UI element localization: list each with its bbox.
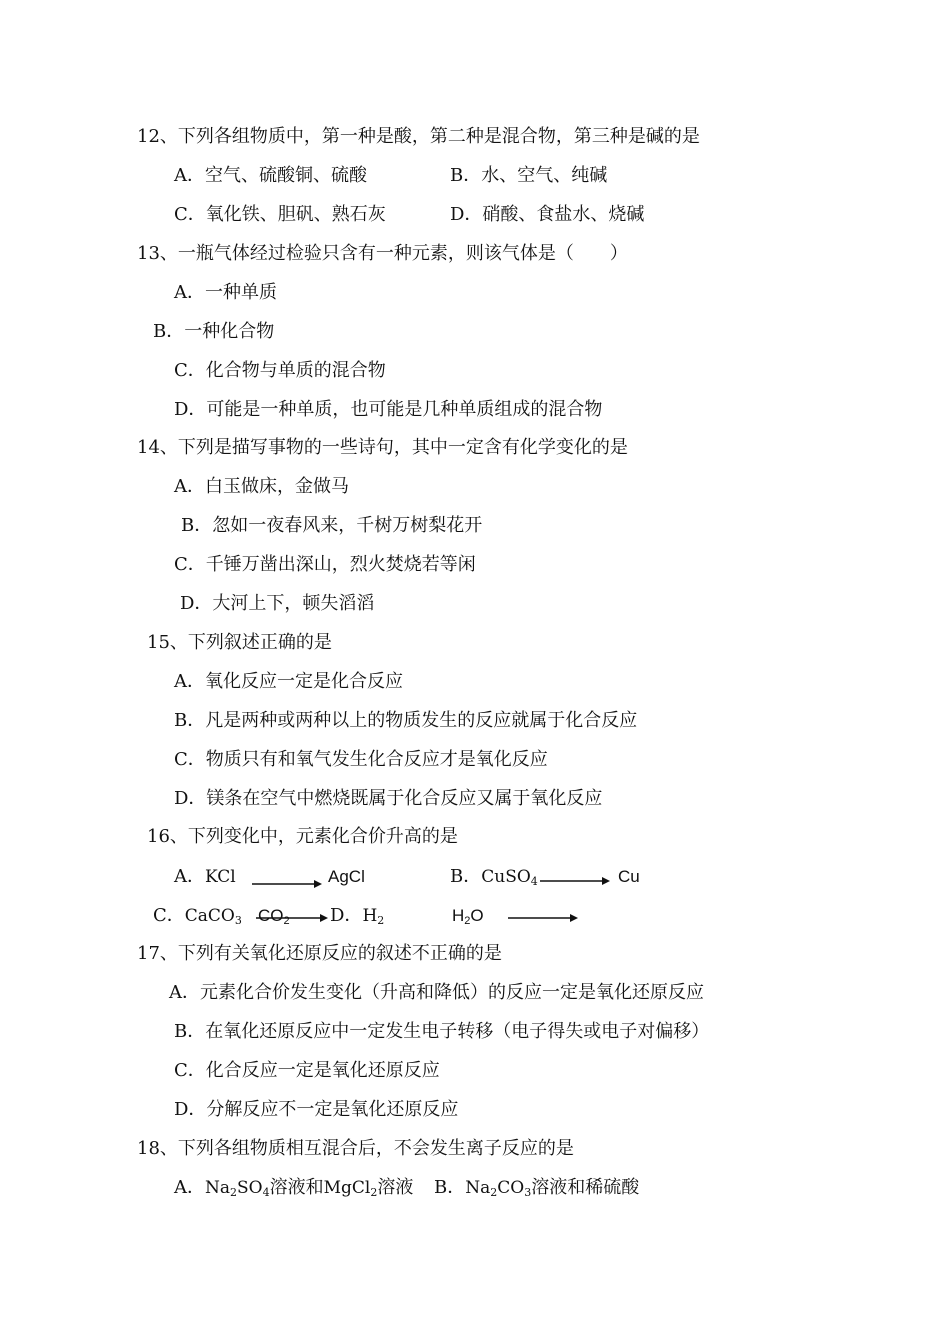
question-12-option-a[interactable]: A．空气、硫酸铜、硫酸 (174, 165, 367, 186)
question-13-option-b[interactable]: B．一种化合物 (153, 321, 275, 342)
formula-part: Na (465, 1178, 491, 1198)
question-12-stem: 12、下列各组物质中，第一种是酸，第二种是混合物，第三种是碱的是 (137, 126, 700, 147)
reactant-formula: KCl (205, 867, 236, 887)
option-label: C． (153, 905, 185, 926)
formula-tail: O (470, 906, 484, 925)
formula-base: CaCO (184, 906, 235, 926)
reactant-formula (481, 867, 538, 887)
question-17-option-b[interactable]: B．在氧化还原反应中一定发生电子转移（电子得失或电子对偏移） (174, 1021, 710, 1042)
formula-base: H (362, 906, 378, 926)
option-text: 溶液和稀硫酸 (531, 1177, 640, 1198)
question-15-option-d[interactable]: D．镁条在空气中燃烧既属于化合反应又属于氧化反应 (174, 788, 603, 809)
question-16-option-b[interactable] (450, 864, 538, 890)
question-15-option-c[interactable]: C．物质只有和氧气发生化合反应才是氧化反应 (174, 749, 548, 770)
product-formula: AgCl (328, 867, 365, 886)
formula-part: MgCl (323, 1178, 371, 1198)
question-12-option-d[interactable]: D．硝酸、食盐水、烧碱 (450, 204, 645, 225)
formula-subscript: 2 (283, 915, 290, 927)
question-17-stem: 17、下列有关氧化还原反应的叙述不正确的是 (137, 943, 502, 964)
option-label: B． (434, 1177, 466, 1198)
question-18-stem: 18、下列各组物质相互混合后，不会发生离子反应的是 (137, 1138, 574, 1159)
question-17-option-a[interactable]: A．元素化合价发生变化（升高和降低）的反应一定是氧化还原反应 (169, 982, 704, 1003)
formula-base: CuSO (481, 867, 531, 887)
option-text: 溶液和 (269, 1177, 324, 1198)
reactant-formula (185, 906, 242, 926)
question-16-stem: 16、下列变化中，元素化合价升高的是 (147, 826, 458, 847)
option-label: B． (450, 866, 482, 887)
formula-subscript: 2 (490, 1186, 498, 1199)
option-text: 溶液 (377, 1177, 414, 1198)
question-13-stem: 13、一瓶气体经过检验只含有一种元素，则该气体是（ ） (137, 243, 628, 264)
question-14-stem: 14、下列是描写事物的一些诗句，其中一定含有化学变化的是 (137, 437, 628, 458)
question-18-option-b[interactable] (434, 1175, 639, 1201)
product-formula: Cu (618, 867, 640, 886)
question-14-option-a[interactable]: A．白玉做床，金做马 (174, 476, 349, 497)
formula-base: H (452, 906, 465, 925)
question-13-option-c[interactable]: C．化合物与单质的混合物 (174, 360, 386, 381)
formula-part: CO (497, 1178, 525, 1198)
reaction-arrow-icon (540, 875, 610, 887)
formula-base: CO (258, 906, 284, 925)
question-12-option-c[interactable]: C．氧化铁、胆矾、熟石灰 (174, 204, 386, 225)
formula-subscript: 2 (377, 914, 385, 927)
question-14-option-b[interactable]: B．忽如一夜春风来，千树万树梨花开 (181, 515, 483, 536)
question-15-stem: 15、下列叙述正确的是 (147, 632, 332, 653)
option-label: A． (174, 866, 205, 887)
question-14-option-c[interactable]: C．千锤万凿出深山，烈火焚烧若等闲 (174, 554, 476, 575)
question-17-option-c[interactable]: C．化合反应一定是氧化还原反应 (174, 1060, 440, 1081)
option-label: D． (330, 905, 363, 926)
reaction-arrow-icon (252, 878, 322, 890)
product-formula (452, 903, 484, 929)
formula-subscript: 2 (464, 915, 471, 927)
formula-part: Na (205, 1178, 231, 1198)
formula-subscript: 3 (524, 1186, 532, 1199)
question-15-option-b[interactable]: B．凡是两种或两种以上的物质发生的反应就属于化合反应 (174, 710, 638, 731)
reactant-formula (362, 906, 384, 926)
question-12-option-b[interactable]: B．水、空气、纯碱 (450, 165, 608, 186)
question-16-option-a[interactable] (174, 864, 236, 890)
question-16-option-d[interactable] (330, 903, 384, 929)
formula-part: SO (237, 1178, 263, 1198)
question-17-option-d[interactable]: D．分解反应不一定是氧化还原反应 (174, 1099, 459, 1120)
question-15-option-a[interactable]: A．氧化反应一定是化合反应 (174, 671, 403, 692)
question-18-option-a[interactable] (174, 1175, 413, 1201)
formula-subscript: 2 (370, 1186, 378, 1199)
question-13-option-d[interactable]: D．可能是一种单质，也可能是几种单质组成的混合物 (174, 399, 603, 420)
formula-subscript: 2 (230, 1186, 238, 1199)
option-label: A． (174, 1177, 205, 1198)
question-13-option-a[interactable]: A．一种单质 (174, 282, 277, 303)
question-16-option-c[interactable] (153, 903, 242, 929)
question-14-option-d[interactable]: D．大河上下，顿失滔滔 (180, 593, 375, 614)
reaction-arrow-icon (256, 912, 328, 924)
reaction-arrow-icon (508, 912, 578, 924)
formula-subscript: 3 (234, 914, 242, 927)
formula-subscript: 4 (262, 1186, 270, 1199)
formula-subscript: 4 (530, 875, 538, 888)
